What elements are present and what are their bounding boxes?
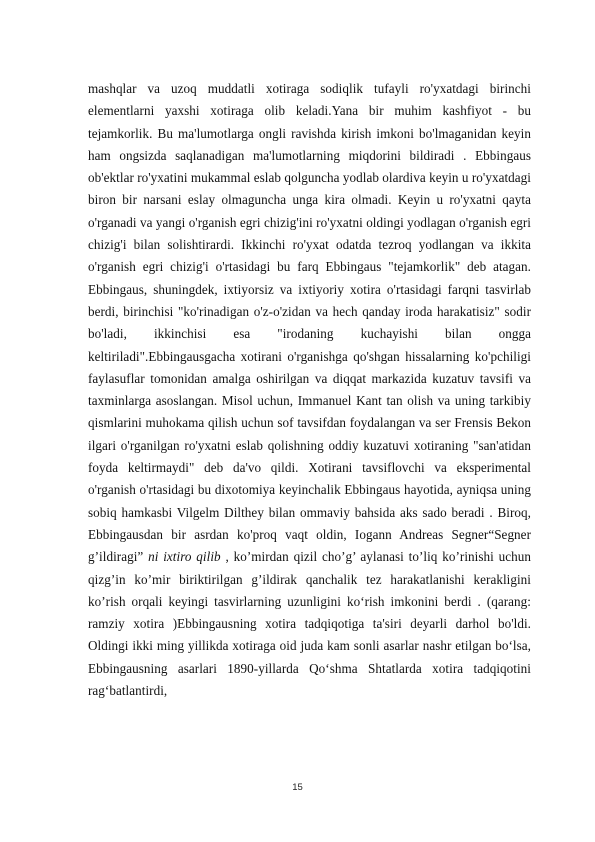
body-text-segment: , ko’mirdan qizil cho’g’ aylanasi to’liq ko’rinishi uchun qizg’in ko’mir biriktirilgan g’ildirak qanchalik tez harakatlanishi kerakligini ko’rish orqali keyingi tasvirlarning uzunligini ko‘rish imkonini berdi . (qarang: ramziy xotira )Ebbingausning xotira tadqiqotiga ta'siri deyarli darhol bo'ldi. Oldingi ikki ming yillikda xotiraga oid juda kam sonli asarlar nashr etilgan bo‘lsa, Ebbingausning asarlari 1890-yillarda Qo‘shma Shtatlarda xotira tadqiqotini rag‘batlantirdi, — [88, 549, 531, 699]
body-paragraph — [88, 78, 531, 702]
italic-text-segment: ni ixtiro qilib — [148, 549, 221, 565]
document-page — [88, 78, 531, 702]
page-number: 15 — [292, 782, 303, 793]
body-text-segment: mashqlar va uzoq muddatli xotiraga sodiqlik tufayli ro'yxatdagi birinchi elementlarni yaxshi xotiraga olib keladi.Yana bir muhim kashfiyot - bu tejamkorlik. Bu ma'lumotlarga ongli ravishda kirish imkoni bo'lmaganidan keyin ham ongsizda saqlanadigan ma'lumotlarning miqdorini bildiradi . Ebbingaus ob'ektlar ro'yxatini mukammal eslab qolguncha yodlab olardiva keyin u ro'yxatdagi biron bir narsani eslay olmaguncha unga kira olmadi. Keyin u ro'yxatni qayta o'rganadi va yangi o'rganish egri chizig'ini ro'yxatni oldingi yodlagan o'rganish egri chizig'i bilan solishtirardi. Ikkinchi ro'yxat odatda tezroq yodlangan va ikkita o'rganish egri chizig'i o'rtasidagi bu farq Ebbingaus "tejamkorlik" deb atagan. Ebbingaus, shuningdek, ixtiyorsiz va ixtiyoriy xotira o'rtasidagi farqni tasvirlab berdi, birinchisi "ko'rinadigan o'z-o'zidan va hech qanday iroda harakatisiz" sodir bo'ladi, ikkinchisi esa "irodaning kuchayishi bilan ongga keltiriladi".Ebbingausgacha xotirani o'rganishga qo'shgan hissalarning ko'pchiligi faylasuflar tomonidan amalga oshirilgan va diqqat markazida kuzatuv tavsifi va taxminlarga asoslangan. Misol uchun, Immanuel Kant tan olish va uning tarkibiy qismlarini muhokama qilish uchun sof tavsifdan foydalangan va ser Frensis Bekon ilgari o'rganilgan ro'yxatni eslab qolishning oddiy kuzatuvi xotiraning "san'atidan foyda keltirmaydi" deb da'vo qildi. Xotirani tavsiflovchi va eksperimental o'rganish o'rtasidagi bu dixotomiya keyinchalik Ebbingaus hayotida, ayniqsa uning sobiq hamkasbi Vilgelm Dilthey bilan ommaviy bahsida aks sado beradi . Biroq, Ebbingausdan bir asrdan ko'proq vaqt oldin, Iogann Andreas Segner“Segner g’ildiragi” — [88, 81, 531, 565]
